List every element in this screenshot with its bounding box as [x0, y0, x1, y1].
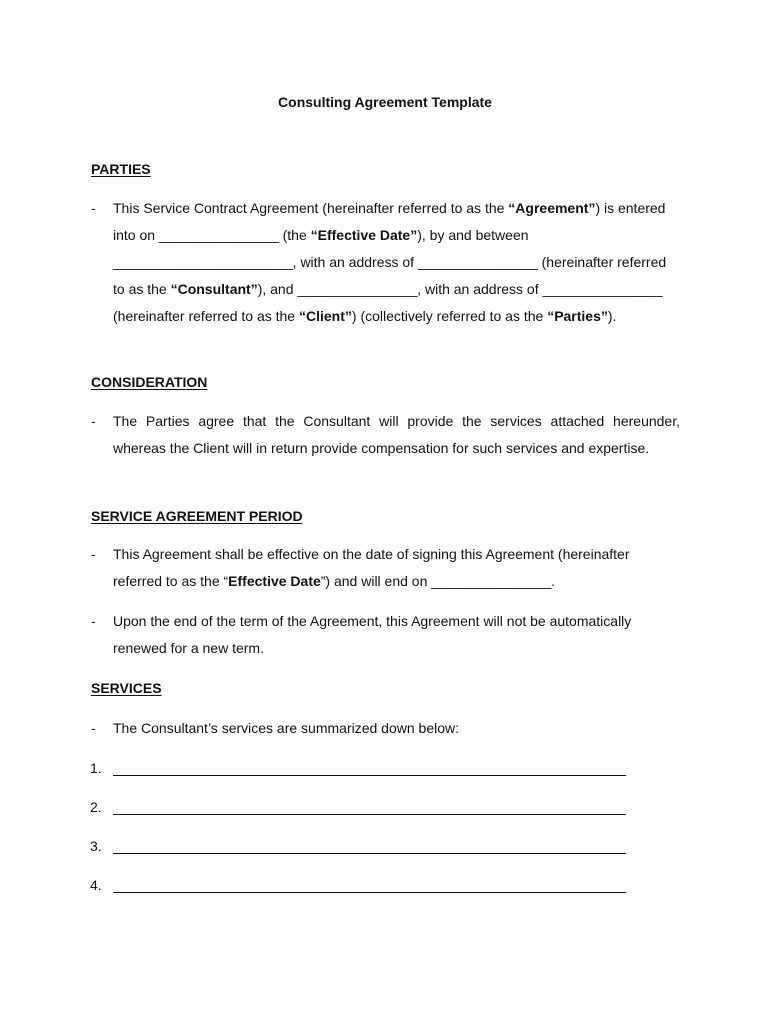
service-item-line-1[interactable] [113, 775, 626, 776]
agreement-term: “Agreement” [508, 200, 596, 216]
service-item-number-4: 4. [90, 877, 102, 893]
period-heading: SERVICE AGREEMENT PERIOD [91, 508, 303, 524]
services-bullet: - [91, 720, 96, 736]
period-text-2: ”) and will end on [320, 573, 432, 589]
parties-text-9: (hereinafter referred to as the [113, 308, 299, 324]
document-title: Consulting Agreement Template [278, 94, 492, 110]
service-item-number-3: 3. [90, 838, 102, 854]
consultant-term: “Consultant” [170, 281, 258, 297]
parties-text-10: ) (collectively referred to as the [351, 308, 548, 324]
service-item-number-2: 2. [90, 799, 102, 815]
parties-term: “Parties” [547, 308, 608, 324]
client-name-blank: ________________ [297, 281, 418, 297]
client-term: “Client” [299, 308, 352, 324]
service-item-number-1: 1. [90, 760, 102, 776]
period-bullet-2: - [91, 613, 96, 629]
consideration-paragraph: The Parties agree that the Consultant will provide the services attached hereunder, whereas the Client will in return provide compensation for such services and expertise. [113, 413, 680, 456]
parties-text-3: (the [278, 227, 311, 243]
consideration-heading: CONSIDERATION [91, 374, 208, 390]
effective-date-term: “Effective Date” [310, 227, 418, 243]
parties-text-4: ), by and between [417, 227, 529, 243]
consideration-bullet: - [91, 413, 96, 429]
services-intro: The Consultant’s services are summarized down below: [113, 720, 460, 736]
parties-text-11: ). [607, 308, 617, 324]
period-text-1: This Agreement shall be effective on the date of signing this Agreement (hereinafter referred to as the “ [113, 546, 630, 589]
service-item-line-3[interactable] [113, 853, 626, 854]
period-text-3: . [551, 573, 555, 589]
parties-text-8: , with an address of [417, 281, 543, 297]
effective-date-blank: ________________ [158, 227, 279, 243]
consultant-address-blank: ________________ [417, 254, 538, 270]
end-date-blank: ________________ [431, 573, 552, 589]
services-heading: SERVICES [91, 680, 162, 696]
period-effective-date-term: Effective Date [228, 573, 321, 589]
period-paragraph-1 [113, 541, 680, 595]
period-bullet-1: - [91, 546, 96, 562]
parties-text-2: ) is entered into on [113, 200, 666, 243]
parties-text-1: This Service Contract Agreement (hereinafter referred to as the [113, 200, 509, 216]
parties-text-5: , with an address of [292, 254, 418, 270]
service-item-line-4[interactable] [113, 892, 626, 893]
parties-text-6: (hereinafter referred to as the [113, 254, 667, 297]
parties-bullet: - [91, 200, 96, 216]
client-address-blank: ________________ [542, 281, 663, 297]
parties-text-7: ), and [257, 281, 298, 297]
parties-heading: PARTIES [91, 161, 151, 177]
period-paragraph-2: Upon the end of the term of the Agreement, this Agreement will not be automatically renewed for a new term. [113, 613, 632, 656]
service-item-line-2[interactable] [113, 814, 626, 815]
consultant-name-blank: ________________________ [113, 254, 293, 270]
parties-paragraph [113, 195, 680, 330]
